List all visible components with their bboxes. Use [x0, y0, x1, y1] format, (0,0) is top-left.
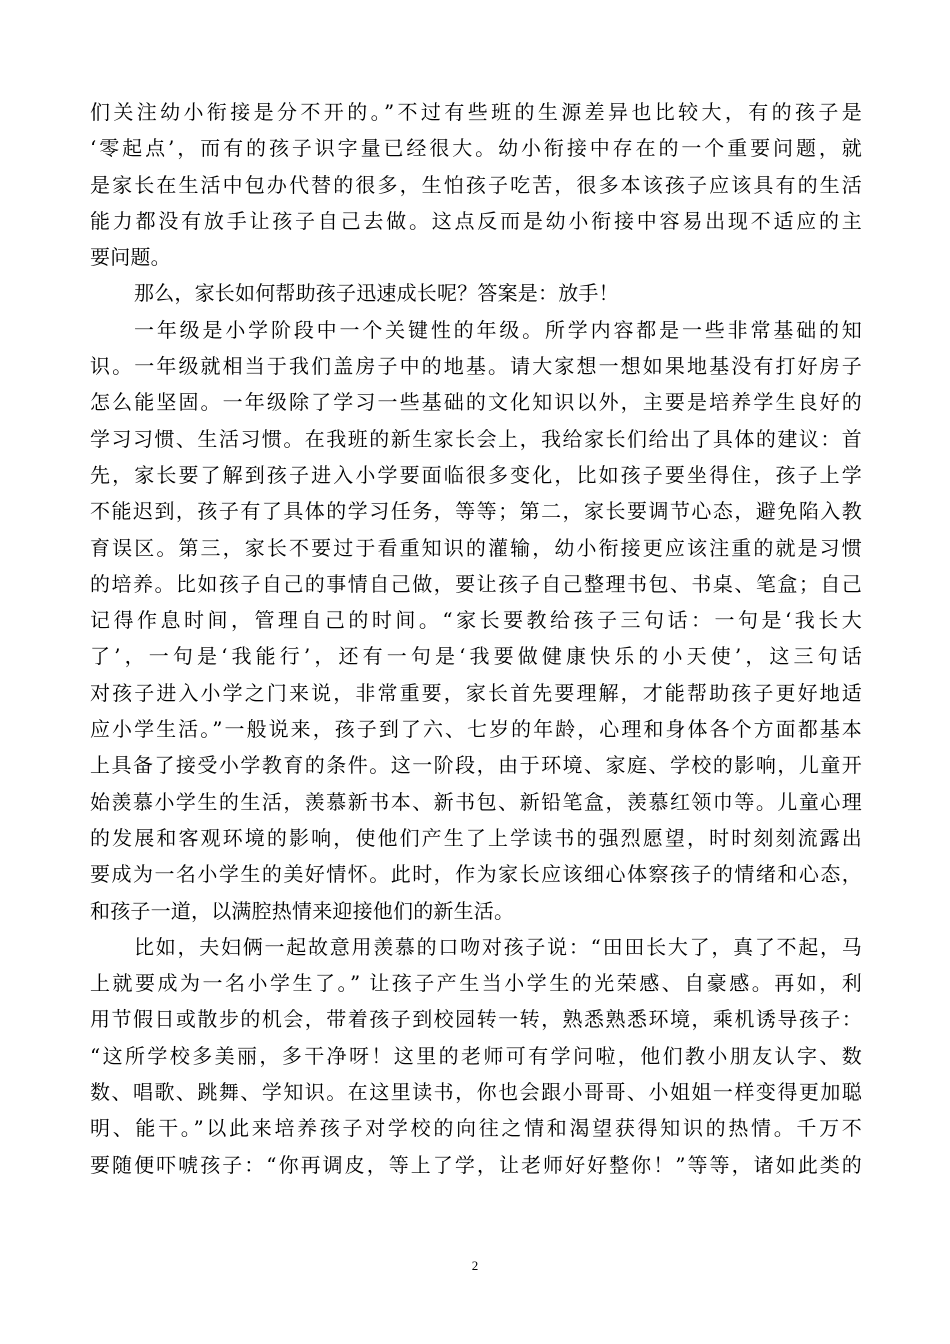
text-line: 数、唱歌、跳舞、学知识。在这里读书，你也会跟小哥哥、小姐姐一样变得更加聪 [90, 1080, 862, 1105]
text-line: 应小学生活。”一般说来，孩子到了六、七岁的年龄，心理和身体各个方面都基本 [90, 717, 862, 742]
body-text [90, 94, 862, 1183]
text-line: 是家长在生活中包办代替的很多，生怕孩子吃苦，很多本该孩子应该具有的生活 [90, 172, 862, 197]
text-line: 一年级是小学阶段中一个关键性的年级。所学内容都是一些非常基础的知 [134, 317, 862, 342]
text-line: 比如，夫妇俩一起故意用羡慕的口吻对孩子说：“田田长大了，真了不起，马 [134, 934, 862, 959]
text-line: 用节假日或散步的机会，带着孩子到校园转一转，熟悉熟悉环境，乘机诱导孩子： [90, 1007, 862, 1032]
text-line: 的发展和客观环境的影响，使他们产生了上学读书的强烈愿望，时时刻刻流露出 [90, 825, 862, 850]
text-line: 要成为一名小学生的美好情怀。此时，作为家长应该细心体察孩子的情绪和心态， [90, 862, 862, 887]
text-line: 能力都没有放手让孩子自己去做。这点反而是幼小衔接中容易出现不适应的主 [90, 208, 862, 233]
text-line: 要随便吓唬孩子：“你再调皮，等上了学，让老师好好整你！”等等，诸如此类的 [90, 1152, 862, 1177]
text-line: 上就要成为一名小学生了。” 让孩子产生当小学生的光荣感、自豪感。再如，利 [90, 971, 862, 996]
text-line: 那么，家长如何帮助孩子迅速成长呢？答案是：放手！ [134, 281, 619, 306]
text-line: 育误区。第三，家长不要过于看重知识的灌输，幼小衔接更应该注重的就是习惯 [90, 535, 862, 560]
text-line: 先，家长要了解到孩子进入小学要面临很多变化，比如孩子要坐得住，孩子上学 [90, 462, 862, 487]
text-line: 始羡慕小学生的生活，羡慕新书本、新书包、新铅笔盒，羡慕红领巾等。儿童心理 [90, 789, 862, 814]
text-line: ‘零起点’，而有的孩子识字量已经很大。幼小衔接中存在的一个重要问题，就 [90, 136, 862, 161]
text-line: 上具备了接受小学教育的条件。这一阶段，由于环境、家庭、学校的影响，儿童开 [90, 753, 862, 778]
text-line: 明、能干。”以此来培养孩子对学校的向往之情和渴望获得知识的热情。千万不 [90, 1116, 862, 1141]
text-line: 们关注幼小衔接是分不开的。”不过有些班的生源差异也比较大，有的孩子是 [90, 100, 862, 124]
text-line: 要问题。 [90, 245, 171, 270]
text-line: 不能迟到，孩子有了具体的学习任务，等等；第二，家长要调节心态，避免陷入教 [90, 499, 862, 524]
text-line: 了’，一句是‘我能行’，还有一句是‘我要做健康快乐的小天使’，这三句话 [90, 644, 862, 669]
text-line: 对孩子进入小学之门来说，非常重要，家长首先要理解，才能帮助孩子更好地适 [90, 680, 862, 705]
text-line: 怎么能坚固。一年级除了学习一些基础的文化知识以外，主要是培养学生良好的 [90, 390, 862, 415]
text-line: 和孩子一道，以满腔热情来迎接他们的新生活。 [90, 898, 515, 923]
text-line: “这所学校多美丽，多干净呀！这里的老师可有学问啦，他们教小朋友认字、数 [90, 1043, 862, 1068]
text-line: 的培养。比如孩子自己的事情自己做，要让孩子自己整理书包、书桌、笔盒；自己 [90, 571, 862, 596]
text-line: 识。一年级就相当于我们盖房子中的地基。请大家想一想如果地基没有打好房子 [90, 354, 862, 379]
text-line: 记得作息时间，管理自己的时间。“家长要教给孩子三句话：一句是‘我长大 [90, 608, 862, 633]
text-line: 学习习惯、生活习惯。在我班的新生家长会上，我给家长们给出了具体的建议：首 [90, 426, 862, 451]
page-number: 2 [471, 1258, 479, 1273]
